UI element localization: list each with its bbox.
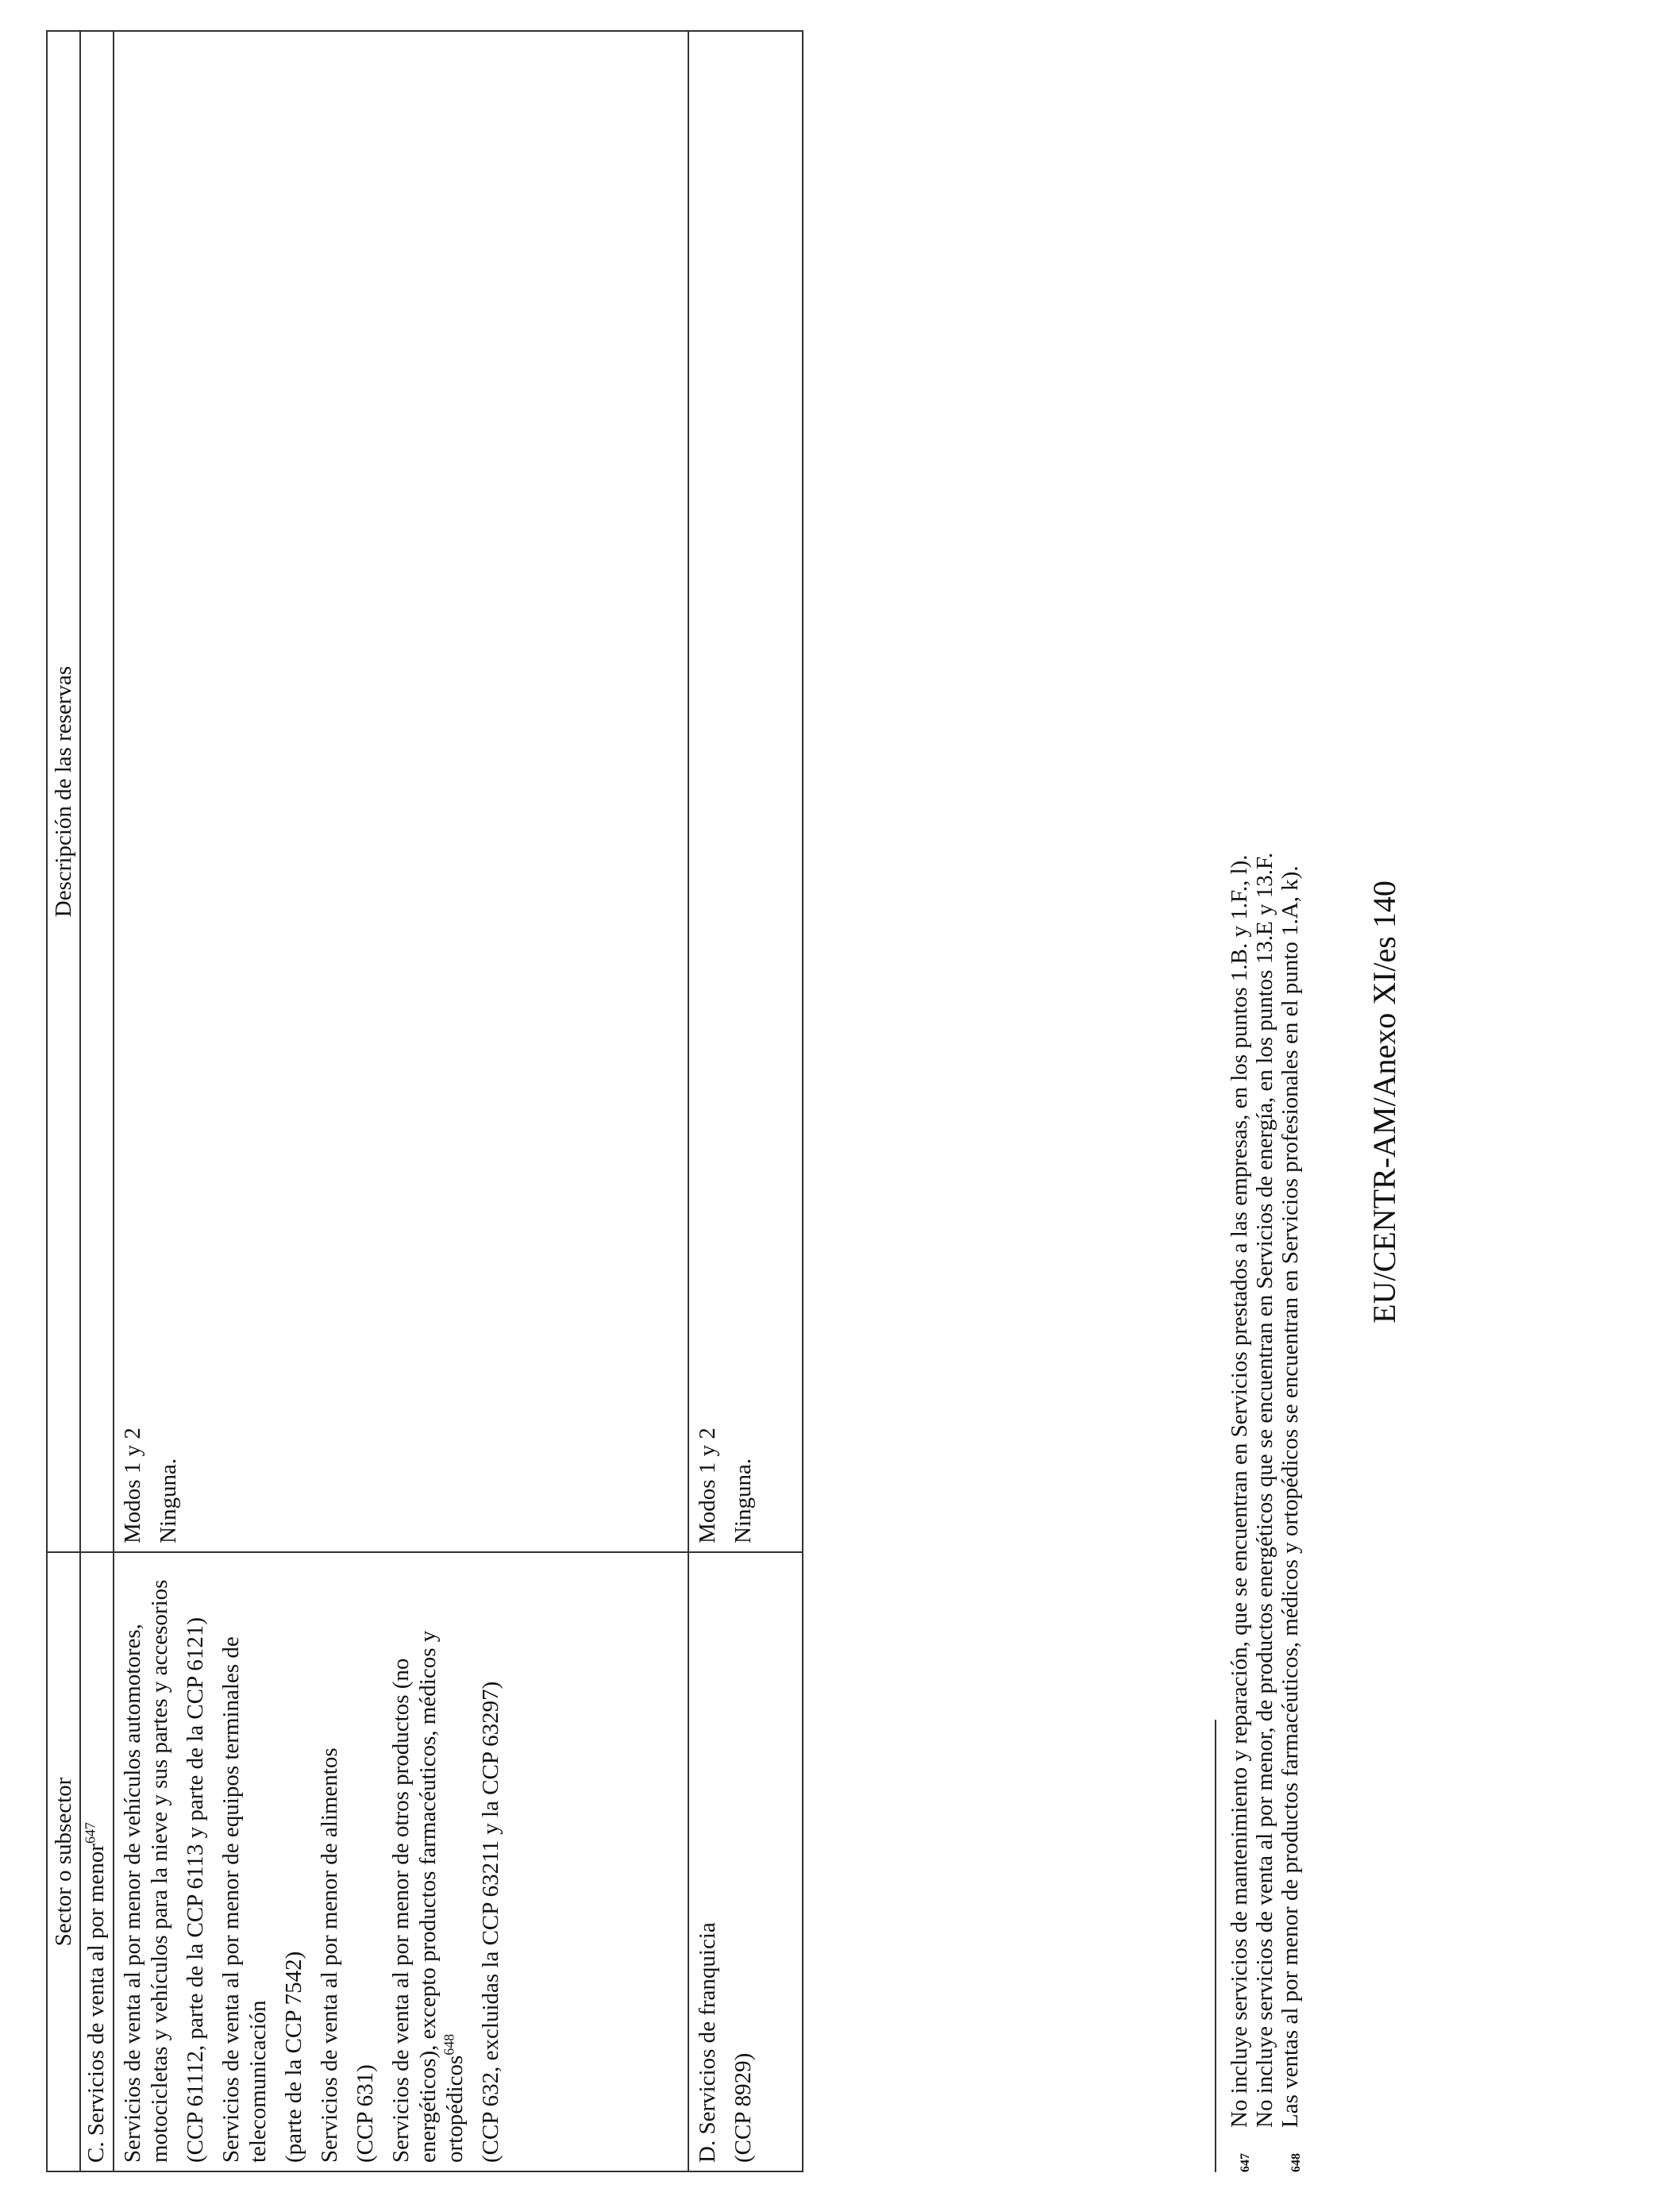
header-description: Descripción de las reservas [47, 31, 80, 1552]
page-footer: EU/CENTR-AM/Anexo XI/es 140 [1366, 880, 1402, 1324]
footnote-separator [1215, 1720, 1216, 2172]
table-row [688, 31, 803, 2171]
footnote-number: 647 [1239, 2153, 1252, 2172]
footnote-number: 648 [1289, 2153, 1303, 2172]
section-d-title: D. Servicios de franquicia [695, 1922, 720, 2163]
table-row [114, 31, 688, 2171]
section-c-empty-cell [80, 31, 114, 1552]
sector-paragraph: Servicios de venta al por menor de equipos terminales de telecomunicación [218, 1636, 271, 2163]
reservations-table [46, 30, 803, 2172]
sector-cell [688, 1552, 803, 2171]
reservation-text: Ninguna. [730, 1458, 756, 1543]
sector-paragraph: (CCP 61112, parte de la CCP 6113 y parte de la CCP 6121) [183, 1616, 208, 2163]
sector-paragraph-with-ref [387, 1561, 468, 2163]
section-d-code: (CCP 8929) [730, 2052, 756, 2163]
modes-text: Modos 1 y 2 [695, 1428, 720, 1543]
section-c-title: C. Servicios de venta al por menor [83, 1844, 109, 2163]
section-c-row [80, 31, 114, 2171]
sector-cell [114, 1552, 688, 2171]
sector-paragraph: (CCP 631) [353, 2064, 378, 2163]
footnote-text: Las ventas al por menor de productos farmacéuticos, médicos y ortopédicos se encuentran en Servicios profesionales en el punto 1.A, k). [1277, 865, 1303, 2128]
section-c-title-cell [80, 1552, 114, 2171]
table-header-row [47, 31, 80, 2171]
description-cell [688, 31, 803, 1552]
footnote-ref-647: 647 [82, 1822, 98, 1844]
sector-paragraph: Servicios de venta al por menor de vehículos automotores, motocicletas y vehículos para la nieve y sus partes y accesorios [120, 1579, 172, 2163]
footnote-text: No incluye servicios de mantenimiento y reparación, que se encuentran en Servicios prestados a las empresas, en los puntos 1.B. y 1.F., l). [1227, 854, 1252, 2128]
sector-paragraph: Servicios de venta al por menor de otros productos (no energéticos), excepto productos farmacéuticos, médicos y ortopédicos [388, 1630, 468, 2163]
header-sector: Sector o subsector [47, 1552, 80, 2171]
description-cell [114, 31, 688, 1552]
modes-text: Modos 1 y 2 [120, 1428, 145, 1543]
sector-paragraph: (parte de la CCP 7542) [281, 1951, 306, 2163]
footnote-text: No incluye servicios de venta al por menor, de productos energéticos que se encuentran en Servicios de energía, en los puntos 13.E y 13.F. [1252, 852, 1277, 2128]
footnote-ref-648: 648 [441, 2033, 457, 2056]
reservation-text: Ninguna. [156, 1458, 181, 1543]
sector-paragraph: (CCP 632, excluidas la CCP 63211 y la CCP 63297) [478, 1681, 503, 2163]
sector-paragraph: Servicios de venta al por menor de alimentos [317, 1747, 342, 2163]
